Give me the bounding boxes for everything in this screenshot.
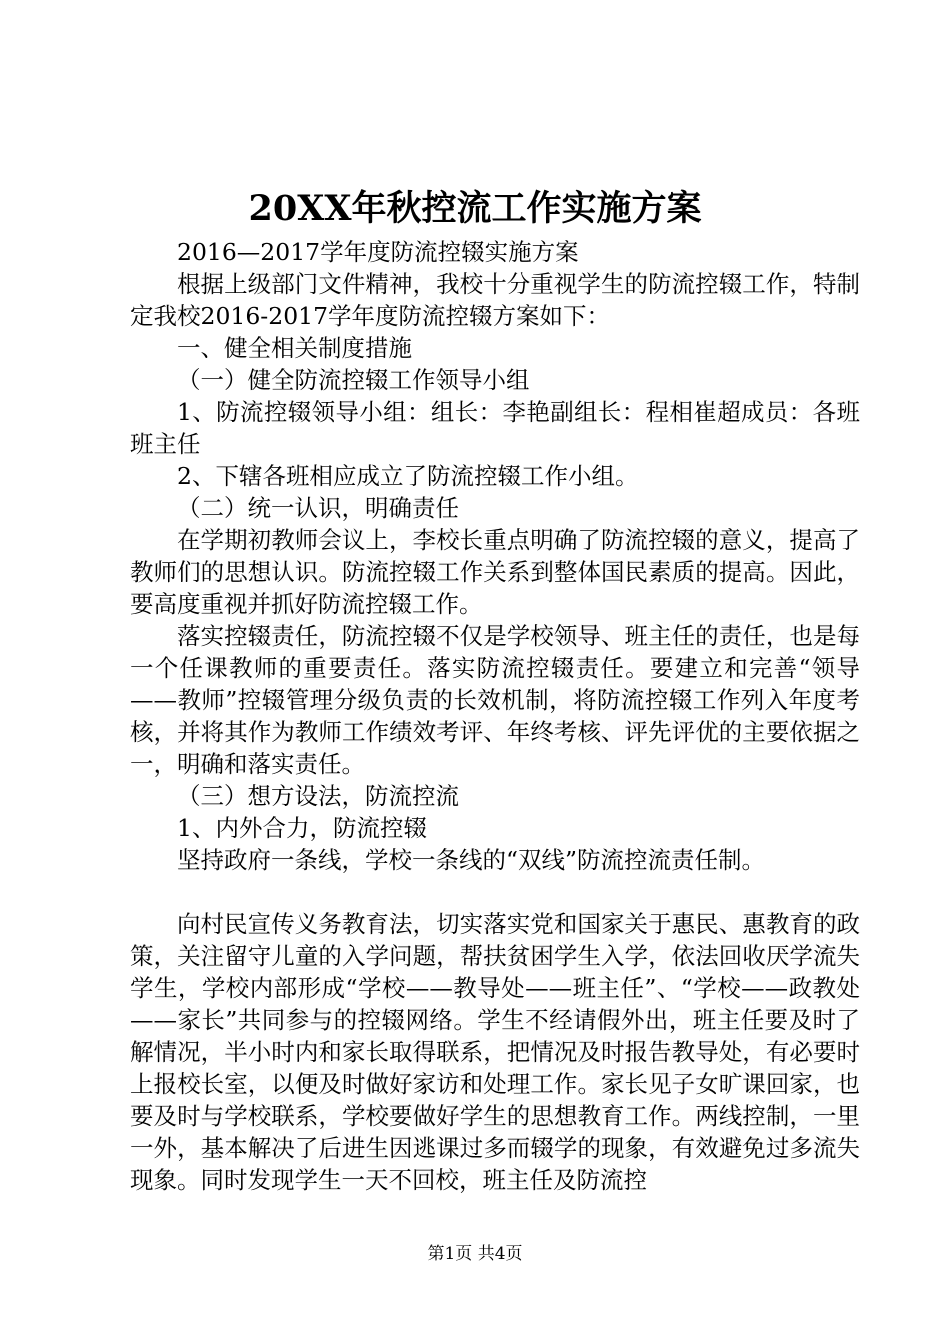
paragraph: 坚持政府一条线，学校一条线的“双线”防流控流责任制。 (177, 846, 766, 874)
blank-line (130, 876, 860, 908)
paragraph: 向村民宣传义务教育法，切实落实党和国家关于惠民、惠教育的政策，关注留守儿童的入学问题，帮扶贫困学生入学，依法回收厌学流失学生，学校内部形成“学校——教导处——班主任”、“学校——政教处——家长”共同参与的控辍网络。学生不经请假外出，班主任要及时了解情况，半小时内和家长取得联系，把情况及时报告教导处，有必要时上报校长室，以便及时做好家访和处理工作。家长见子女旷课回家，也要及时与学校联系，学校要做好学生的思想教育工作。两线控制，一里一外，基本解决了后进生因逃课过多而辍学的现象，有效避免过多流失现象。同时发现学生一天不回校，班主任及防流控 (130, 910, 860, 1194)
paragraph: 在学期初教师会议上，李校长重点明确了防流控辍的意义，提高了教师们的思想认识。防流控辍工作关系到整体国民素质的提高。因此，要高度重视并抓好防流控辍工作。 (130, 526, 860, 618)
subsection-heading: （一）健全防流控辍工作领导小组 (177, 366, 530, 394)
paragraph: 1、防流控辍领导小组：组长：李艳副组长：程相崔超成员：各班班主任 (130, 398, 860, 458)
paragraph: 2、下辖各班相应成立了防流控辍工作小组。 (177, 462, 639, 490)
paragraph: 落实控辍责任，防流控辍不仅是学校领导、班主任的责任，也是每一个任课教师的重要责任。落实防流控辍责任。要建立和完善“领导——教师”控辍管理分级负责的长效机制，将防流控辍工作列入年度考核，并将其作为教师工作绩效考评、年终考核、评先评优的主要依据之一，明确和落实责任。 (130, 622, 860, 778)
subsection-heading: （二）统一认识，明确责任 (177, 494, 459, 522)
section-heading: 一、健全相关制度措施 (177, 334, 412, 362)
document-body (130, 236, 860, 1196)
page-footer: 第1页 共4页 (427, 1244, 523, 1264)
paragraph: 根据上级部门文件精神，我校十分重视学生的防流控辍工作，特制定我校2016-2017学年度防流控辍方案如下： (130, 270, 860, 330)
paragraph: 1、内外合力，防流控辍 (177, 814, 427, 842)
document-title: 20XX年秋控流工作实施方案 (248, 188, 702, 229)
subsection-heading: （三）想方设法，防流控流 (177, 782, 459, 810)
paragraph-subtitle: 2016—2017学年度防流控辍实施方案 (177, 238, 579, 266)
